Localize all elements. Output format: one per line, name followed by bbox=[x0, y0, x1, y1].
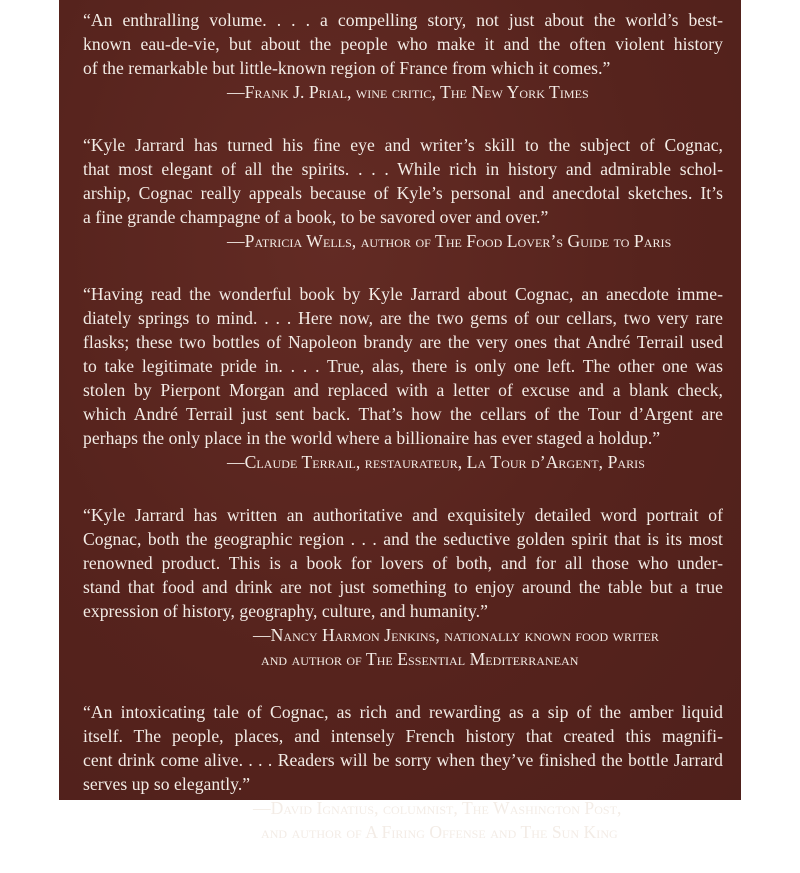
blurb-list bbox=[83, 8, 723, 873]
quote-line: renowned product. This is a book for lovers of both, and for all those who under- bbox=[83, 553, 723, 573]
quote-line: stolen by Pierpont Morgan and replaced with a letter of excuse and a blank check, bbox=[83, 380, 723, 400]
blurb-prial bbox=[83, 8, 723, 104]
quote-line: itself. The people, places, and intensely French history that created this magnifi- bbox=[83, 726, 723, 746]
quote-line: diately springs to mind. . . . Here now, are the two gems of our cellars, two very rare bbox=[83, 308, 723, 328]
attribution: —Nancy Harmon Jenkins, nationally known food writer bbox=[253, 625, 659, 645]
attribution: —David Ignatius, columnist, The Washington Post, bbox=[253, 798, 622, 818]
quote-line: “Kyle Jarrard has turned his fine eye and writer’s skill to the subject of Cognac, bbox=[83, 135, 723, 155]
blurb-ignatius bbox=[83, 700, 723, 844]
quote-line: that most elegant of all the spirits. . . . While rich in history and admirable schol- bbox=[83, 159, 723, 179]
book-back-cover bbox=[59, 0, 741, 842]
quote-line: arship, Cognac really appeals because of Kyle’s personal and anecdotal sketches. It’s bbox=[83, 183, 723, 203]
quote-line: known eau-de-vie, but about the people who make it and the often violent history bbox=[83, 34, 723, 54]
attribution: and author of A Firing Offense and The Sun King bbox=[261, 822, 618, 842]
quote-line: Cognac, both the geographic region . . . and the seductive golden spirit that is its most bbox=[83, 529, 723, 549]
quote-line: “Kyle Jarrard has written an authoritative and exquisitely detailed word portrait of bbox=[83, 505, 723, 525]
quote-line: cent drink come alive. . . . Readers will be sorry when they’ve finished the bottle Jarrard bbox=[83, 750, 723, 770]
attribution: and author of The Essential Mediterranean bbox=[261, 649, 579, 669]
quote-line: flasks; these two bottles of Napoleon brandy are the very ones that André Terrail used bbox=[83, 332, 723, 352]
quote-line: perhaps the only place in the world where a billionaire has ever staged a holdup.” bbox=[83, 428, 661, 448]
blurb-jenkins bbox=[83, 503, 723, 671]
blurb-terrail bbox=[83, 282, 723, 474]
blurb-wells bbox=[83, 133, 723, 253]
attribution: —Frank J. Prial, wine critic, The New York Times bbox=[227, 82, 589, 102]
quote-line: stand that food and drink are not just something to enjoy around the table but a true bbox=[83, 577, 723, 597]
quote-line: “An intoxicating tale of Cognac, as rich and rewarding as a sip of the amber liquid bbox=[83, 702, 723, 722]
quote-line: which André Terrail just sent back. That’s how the cellars of the Tour d’Argent are bbox=[83, 404, 723, 424]
quote-line: to take legitimate pride in. . . . True, alas, there is only one left. The other one was bbox=[83, 356, 723, 376]
quote-line: expression of history, geography, culture, and humanity.” bbox=[83, 601, 488, 621]
attribution: —Claude Terrail, restaurateur, La Tour d’Argent, Paris bbox=[227, 452, 645, 472]
quote-line: “An enthralling volume. . . . a compelling story, not just about the world’s best- bbox=[83, 10, 723, 30]
attribution: —Patricia Wells, author of The Food Lover’s Guide to Paris bbox=[227, 231, 672, 251]
quote-line: serves up so elegantly.” bbox=[83, 774, 251, 794]
quote-line: “Having read the wonderful book by Kyle Jarrard about Cognac, an anecdote imme- bbox=[83, 284, 723, 304]
quote-line: of the remarkable but little-known region of France from which it comes.” bbox=[83, 58, 611, 78]
quote-line: a fine grande champagne of a book, to be savored over and over.” bbox=[83, 207, 549, 227]
